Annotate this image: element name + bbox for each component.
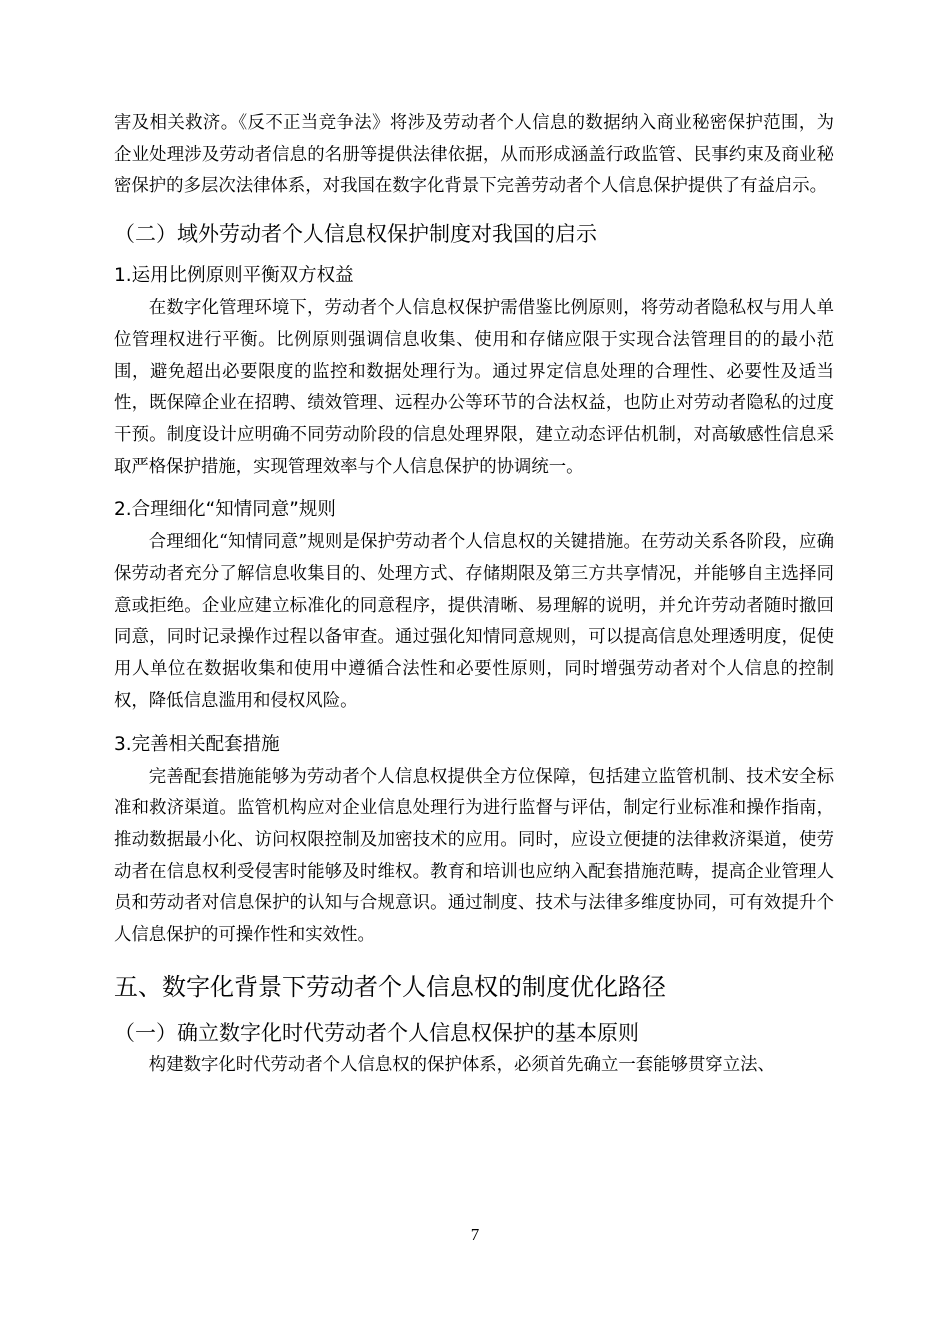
chapter-heading-optimization-path: 五、数字化背景下劳动者个人信息权的制度优化路径	[114, 972, 666, 1001]
subheading-supporting-measures: 3.完善相关配套措施	[114, 733, 280, 755]
paragraph-basic-principles: 构建数字化时代劳动者个人信息权的保护体系，必须首先确立一套能够贯穿立法、	[148, 1054, 775, 1075]
paragraph-supporting-measures: 完善配套措施能够为劳动者个人信息权提供全方位保障，包括建立监管机制、技术安全标准和救济渠道。监管机构应对企业信息处理行为进行监督与评估，制定行业标准和操作指南，推动数据最小化、访问权限控制及加密技术的应用。同时，应设立便捷的法律救济渠道，使劳动者在信息权利受侵害时能够及时维权。教育和培训也应纳入配套措施范畴，提高企业管理人员和劳动者对信息保护的认知与合规意识。通过制度、技术与法律多维度协同，可有效提升个人信息保护的可操作性和实效性。	[114, 766, 834, 946]
section-heading-foreign-inspiration: （二）域外劳动者个人信息权保护制度对我国的启示	[114, 222, 597, 247]
paragraph-informed-consent: 合理细化“知情同意”规则是保护劳动者个人信息权的关键措施。在劳动关系各阶段，应确保劳动者充分了解信息收集目的、处理方式、存储期限及第三方共享情况，并能够自主选择同意或拒绝。企业应建立标准化的同意程序，提供清晰、易理解的说明，并允许劳动者随时撤回同意，同时记录操作过程以备审查。通过强化知情同意规则，可以提高信息处理透明度，促使用人单位在数据收集和使用中遵循合法性和必要性原则，同时增强劳动者对个人信息的控制权，降低信息滥用和侵权风险。	[114, 532, 834, 711]
subheading-proportionality: 1.运用比例原则平衡双方权益	[114, 265, 354, 287]
section-heading-basic-principles: （一）确立数字化时代劳动者个人信息权保护的基本原则	[114, 1020, 639, 1045]
intro-paragraph: 害及相关救济。《反不正当竞争法》将涉及劳动者个人信息的数据纳入商业秘密保护范围，为企业处理涉及劳动者信息的名册等提供法律依据，从而形成涵盖行政监管、民事约束及商业秘密保护的多层次法律体系，对我国在数字化背景下完善劳动者个人信息保护提供了有益启示。	[114, 113, 834, 197]
subheading-informed-consent: 2.合理细化“知情同意”规则	[114, 499, 336, 521]
page-number: 7	[470, 1225, 480, 1244]
paragraph-proportionality: 在数字化管理环境下，劳动者个人信息权保护需借鉴比例原则，将劳动者隐私权与用人单位管理权进行平衡。比例原则强调信息收集、使用和存储应限于实现合法管理目的的最小范围，避免超出必要限度的监控和数据处理行为。通过界定信息处理的合理性、必要性及适当性，既保障企业在招聘、绩效管理、远程办公等环节的合法权益，也防止对劳动者隐私的过度干预。制度设计应明确不同劳动阶段的信息处理界限，建立动态评估机制，对高敏感性信息采取严格保护措施，实现管理效率与个人信息保护的协调统一。	[114, 298, 834, 477]
document-page	[114, 108, 834, 1081]
